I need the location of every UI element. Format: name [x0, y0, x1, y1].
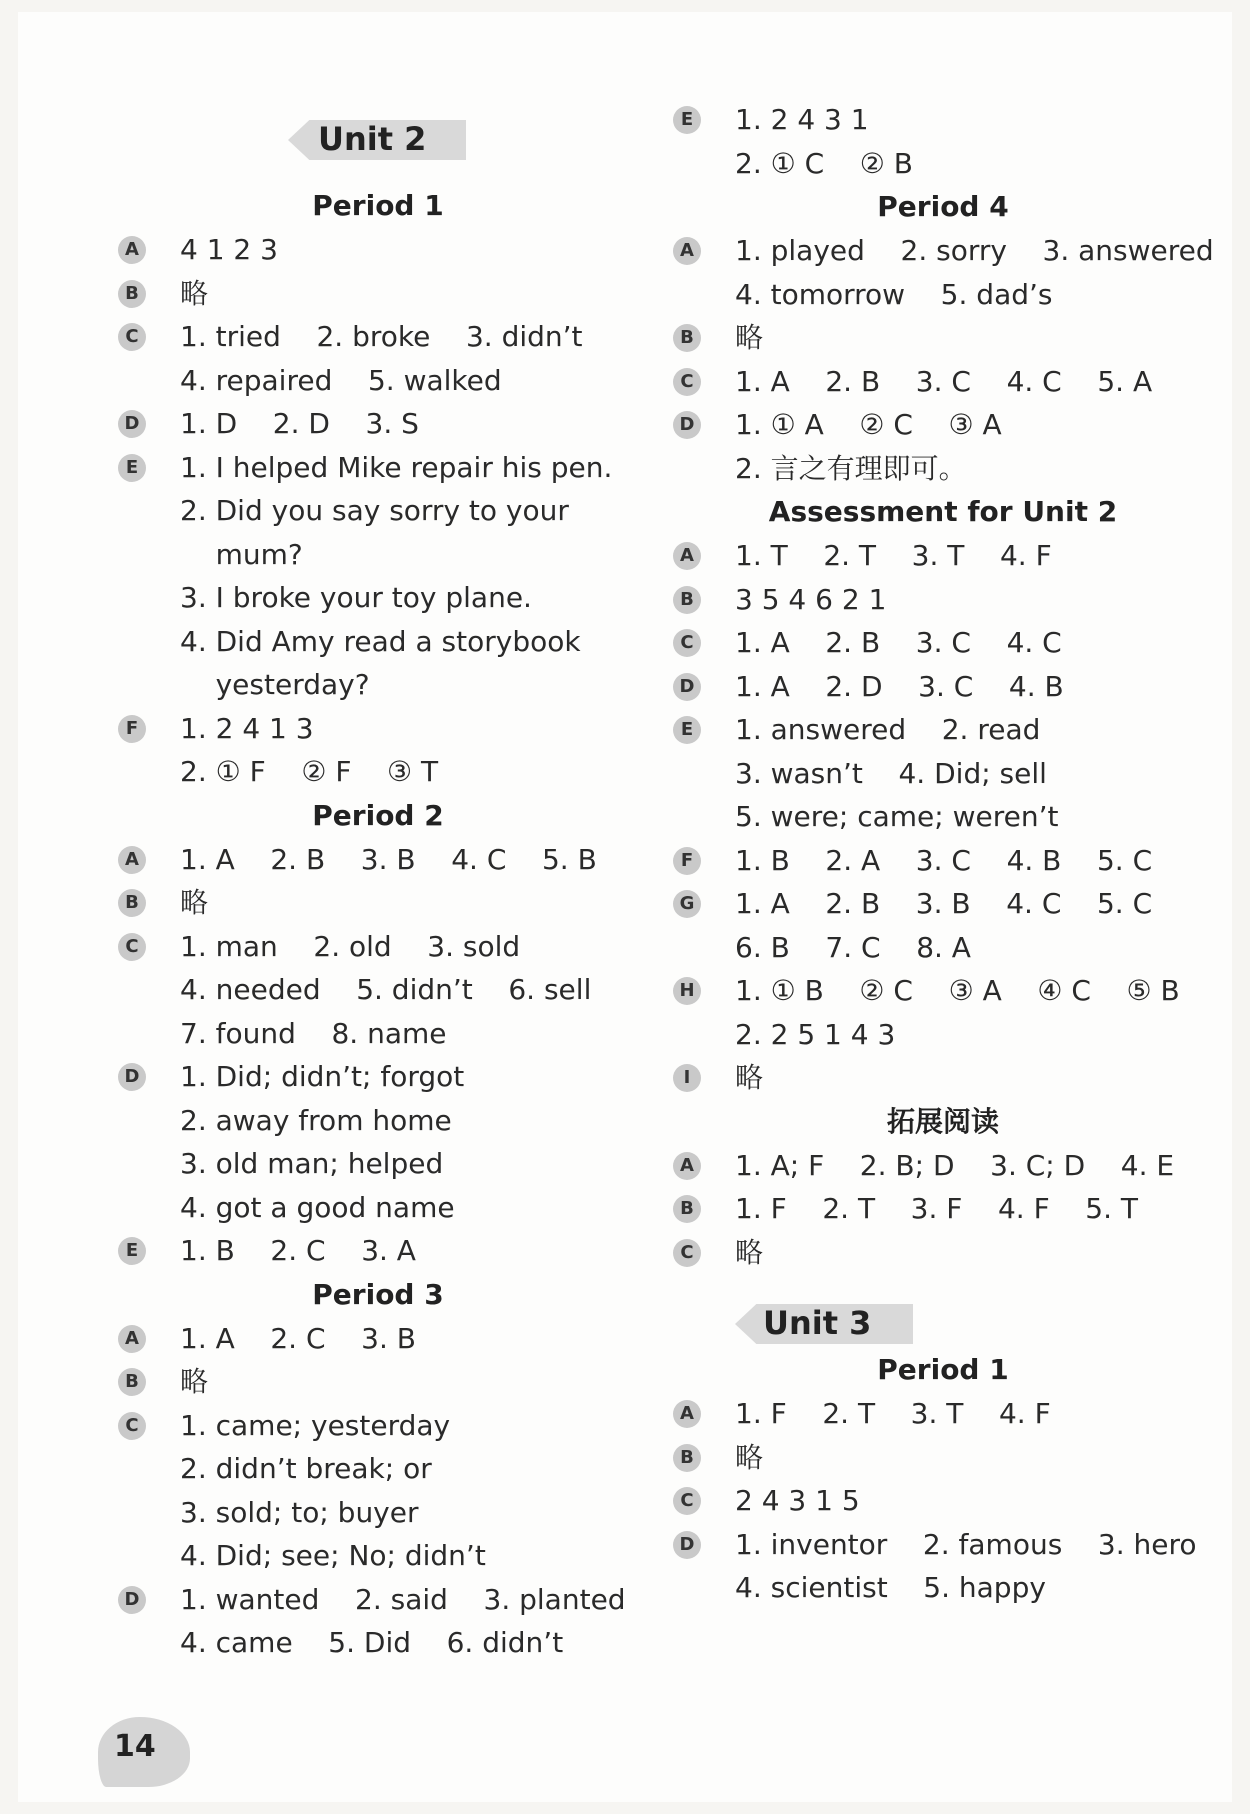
- answer-line: 4 1 2 3: [180, 233, 278, 266]
- answer-lines: [180, 1229, 638, 1273]
- answer-item: [673, 665, 1213, 709]
- section-heading: Period 1: [877, 1353, 1009, 1386]
- right-blocks: [673, 98, 1213, 1610]
- item-letter-badge: A: [118, 236, 146, 264]
- item-letter-badge: B: [118, 889, 146, 917]
- section-heading: Assessment for Unit 2: [768, 495, 1118, 528]
- answer-lines: [735, 1231, 1213, 1275]
- unit-title: [118, 120, 638, 184]
- answer-line: 1. 2 4 1 3: [180, 711, 314, 745]
- answer-item: [673, 1056, 1213, 1100]
- answer-lines: [735, 621, 1213, 665]
- unit-title-text: Unit 3: [763, 1304, 872, 1342]
- answer-item: [673, 969, 1213, 1056]
- answer-line: 1. F 2. T 3. F 4. F 5. T: [735, 1192, 1139, 1225]
- right-top-spacer: [673, 12, 1213, 98]
- answer-lines: [180, 1317, 638, 1361]
- answer-line: 4. scientist 5. happy: [735, 1571, 1046, 1604]
- unit-title-text: Unit 2: [318, 120, 427, 158]
- item-letter-badge: B: [118, 1368, 146, 1396]
- answer-line: 1. A 2. D 3. C 4. B: [735, 669, 1064, 703]
- answer-lines: [180, 1055, 638, 1229]
- answer-line: 1. B 2. A 3. C 4. B 5. C: [735, 843, 1153, 877]
- answer-lines: [735, 534, 1213, 578]
- answer-line: 2. ① F ② F ③ T: [180, 755, 439, 788]
- left-column: [118, 12, 638, 1665]
- page-number-text: 14: [114, 1729, 156, 1764]
- answer-line: 4. tomorrow 5. dad’s: [735, 277, 1053, 311]
- answer-lines: [180, 1360, 638, 1404]
- answer-line: 1. inventor 2. famous 3. hero: [735, 1527, 1197, 1561]
- answer-item: [673, 534, 1213, 578]
- item-letter-badge: D: [118, 410, 146, 438]
- item-letter-badge: A: [118, 1325, 146, 1353]
- item-letter-badge: D: [673, 1531, 701, 1559]
- answer-item: [118, 925, 638, 1056]
- answer-line: 6. B 7. C 8. A: [735, 930, 971, 964]
- answer-line: 4. came 5. Did 6. didn’t: [180, 1626, 564, 1659]
- answer-item: [673, 1144, 1213, 1188]
- left-blocks: [118, 184, 638, 1665]
- section-heading: Period 2: [312, 798, 444, 832]
- answer-item: [673, 1231, 1213, 1275]
- answer-item: [118, 838, 638, 882]
- answer-lines: [735, 98, 1213, 185]
- item-letter-badge: C: [118, 933, 146, 961]
- answer-line: 4. repaired 5. walked: [180, 363, 502, 397]
- answer-item: [118, 1229, 638, 1273]
- answer-lines: [180, 1404, 638, 1578]
- answer-line: 1. played 2. sorry 3. answered: [735, 234, 1214, 267]
- answer-lines: [735, 316, 1213, 360]
- answer-line: 1. A 2. C 3. B: [180, 1321, 416, 1355]
- item-letter-badge: E: [118, 454, 146, 482]
- section-heading: Period 1: [312, 189, 444, 222]
- answer-lines: [180, 881, 638, 925]
- item-letter-badge: B: [673, 1444, 701, 1472]
- answer-lines: [180, 707, 638, 794]
- answer-lines: [735, 403, 1213, 490]
- answer-line: 1. ① B ② C ③ A ④ C ⑤ B: [735, 974, 1180, 1007]
- answer-lines: [735, 1479, 1213, 1523]
- item-letter-badge: C: [673, 1239, 701, 1267]
- answer-line: mum?: [180, 537, 303, 571]
- answer-line: 1. A 2. B 3. C 4. C 5. A: [735, 364, 1153, 398]
- answer-item: [673, 1523, 1213, 1610]
- answer-item: [118, 707, 638, 794]
- answer-lines: [180, 272, 638, 316]
- answer-lines: [180, 228, 638, 272]
- item-letter-badge: C: [118, 323, 146, 351]
- section-heading: Period 4: [877, 190, 1009, 223]
- item-letter-badge: A: [673, 237, 701, 265]
- item-letter-badge: E: [673, 716, 701, 744]
- answer-item: [673, 839, 1213, 883]
- answer-lines: [180, 925, 638, 1056]
- answer-lines: [180, 446, 638, 707]
- answer-lines: [735, 708, 1213, 839]
- item-letter-badge: B: [118, 280, 146, 308]
- answer-line: 2. away from home: [180, 1103, 452, 1137]
- answer-line: 3. wasn’t 4. Did; sell: [735, 756, 1047, 790]
- item-letter-badge: C: [673, 1487, 701, 1515]
- answer-line: 略: [735, 1440, 764, 1474]
- answer-line: 2. Did you say sorry to your: [180, 494, 569, 527]
- item-letter-badge: G: [673, 890, 701, 918]
- item-letter-badge: E: [673, 106, 701, 134]
- answer-line: 1. A; F 2. B; D 3. C; D 4. E: [735, 1148, 1175, 1182]
- answer-item: [673, 1187, 1213, 1231]
- answer-item: [118, 881, 638, 925]
- answer-lines: [735, 1523, 1213, 1610]
- section-heading: Period 3: [312, 1277, 444, 1311]
- answer-item: [118, 446, 638, 707]
- answer-item: [118, 1055, 638, 1229]
- answer-lines: [180, 315, 638, 402]
- answer-line: 1. 2 4 3 1: [735, 103, 869, 136]
- answer-item: [118, 272, 638, 316]
- item-letter-badge: D: [673, 411, 701, 439]
- answer-lines: [735, 839, 1213, 883]
- answer-line: 1. T 2. T 3. T 4. F: [735, 539, 1052, 572]
- answer-lines: [735, 665, 1213, 709]
- answer-item: [118, 315, 638, 402]
- answer-line: 7. found 8. name: [180, 1016, 447, 1050]
- answer-item: [118, 1360, 638, 1404]
- answer-lines: [180, 1578, 638, 1665]
- answer-lines: [735, 578, 1213, 622]
- answer-line: 2. 言之有理即可。: [735, 451, 967, 485]
- answer-line: 5. were; came; weren’t: [735, 800, 1059, 833]
- answer-line: 1. A 2. B 3. C 4. C: [735, 626, 1062, 659]
- answer-lines: [735, 1187, 1213, 1231]
- answer-lines: [735, 360, 1213, 404]
- answer-line: 略: [180, 276, 209, 310]
- answer-lines: [735, 1144, 1213, 1188]
- answer-line: 1. tried 2. broke 3. didn’t: [180, 320, 583, 353]
- answer-line: 1. ① A ② C ③ A: [735, 408, 1002, 441]
- answer-line: 略: [735, 321, 764, 354]
- item-letter-badge: B: [673, 586, 701, 614]
- answer-item: [673, 1479, 1213, 1523]
- answer-line: 4. Did; see; No; didn’t: [180, 1539, 486, 1572]
- answer-item: [673, 98, 1213, 185]
- item-letter-badge: C: [673, 629, 701, 657]
- answer-line: 略: [735, 1235, 764, 1269]
- section-heading: 拓展阅读: [886, 1104, 999, 1138]
- answer-item: [118, 1317, 638, 1361]
- answer-line: 1. F 2. T 3. T 4. F: [735, 1397, 1051, 1430]
- answer-lines: [735, 1392, 1213, 1436]
- answer-lines: [180, 402, 638, 446]
- answer-page: [18, 12, 1232, 1802]
- item-letter-badge: D: [118, 1063, 146, 1091]
- item-letter-badge: F: [673, 847, 701, 875]
- item-letter-badge: A: [673, 1400, 701, 1428]
- answer-item: [673, 316, 1213, 360]
- item-letter-badge: I: [673, 1064, 701, 1092]
- answer-line: 2 4 3 1 5: [735, 1484, 860, 1517]
- item-letter-badge: D: [118, 1586, 146, 1614]
- answer-line: 1. wanted 2. said 3. planted: [180, 1582, 626, 1616]
- answer-line: 4. Did Amy read a storybook: [180, 624, 581, 658]
- answer-line: yesterday?: [180, 668, 370, 701]
- item-letter-badge: D: [673, 673, 701, 701]
- answer-line: 1. Did; didn’t; forgot: [180, 1060, 465, 1093]
- answer-line: 3. sold; to; buyer: [180, 1495, 419, 1529]
- item-letter-badge: H: [673, 977, 701, 1005]
- right-column: [673, 12, 1213, 1610]
- answer-item: [118, 1404, 638, 1578]
- answer-lines: [735, 1436, 1213, 1480]
- answer-item: [673, 882, 1213, 969]
- item-letter-badge: E: [118, 1237, 146, 1265]
- page-number: [98, 1717, 190, 1787]
- item-letter-badge: A: [673, 1152, 701, 1180]
- answer-item: [673, 708, 1213, 839]
- answer-line: 4. got a good name: [180, 1190, 455, 1224]
- answer-line: 2. ① C ② B: [735, 146, 913, 180]
- answer-line: 3 5 4 6 2 1: [735, 582, 887, 616]
- answer-lines: [735, 882, 1213, 969]
- answer-line: 略: [735, 1061, 764, 1094]
- answer-line: 1. D 2. D 3. S: [180, 407, 419, 440]
- answer-lines: [735, 1056, 1213, 1100]
- item-letter-badge: B: [673, 324, 701, 352]
- answer-line: 1. answered 2. read: [735, 713, 1041, 746]
- answer-line: 3. old man; helped: [180, 1147, 444, 1180]
- item-letter-badge: A: [673, 542, 701, 570]
- answer-line: 1. A 2. B 3. B 4. C 5. B: [180, 842, 597, 876]
- answer-item: [673, 229, 1213, 316]
- answer-line: 2. 2 5 1 4 3: [735, 1017, 896, 1051]
- answer-item: [673, 621, 1213, 665]
- answer-lines: [735, 229, 1214, 316]
- answer-item: [673, 360, 1213, 404]
- answer-item: [118, 228, 638, 272]
- item-letter-badge: C: [673, 368, 701, 396]
- answer-line: 3. I broke your toy plane.: [180, 581, 532, 614]
- item-letter-badge: B: [673, 1195, 701, 1223]
- answer-lines: [180, 838, 638, 882]
- answer-lines: [735, 969, 1213, 1056]
- item-letter-badge: A: [118, 846, 146, 874]
- item-letter-badge: F: [118, 715, 146, 743]
- answer-line: 1. came; yesterday: [180, 1408, 451, 1442]
- answer-item: [118, 1578, 638, 1665]
- answer-line: 1. B 2. C 3. A: [180, 1234, 416, 1267]
- answer-item: [673, 578, 1213, 622]
- answer-line: 略: [180, 1365, 209, 1398]
- answer-item: [673, 403, 1213, 490]
- item-letter-badge: C: [118, 1412, 146, 1440]
- unit-title: [673, 1304, 1213, 1348]
- answer-item: [673, 1436, 1213, 1480]
- answer-item: [118, 402, 638, 446]
- answer-line: 4. needed 5. didn’t 6. sell: [180, 973, 592, 1006]
- answer-line: 1. A 2. B 3. B 4. C 5. C: [735, 887, 1153, 920]
- answer-line: 1. I helped Mike repair his pen.: [180, 450, 613, 484]
- answer-item: [673, 1392, 1213, 1436]
- answer-line: 略: [180, 886, 209, 919]
- answer-line: 1. man 2. old 3. sold: [180, 929, 521, 963]
- answer-line: 2. didn’t break; or: [180, 1452, 432, 1485]
